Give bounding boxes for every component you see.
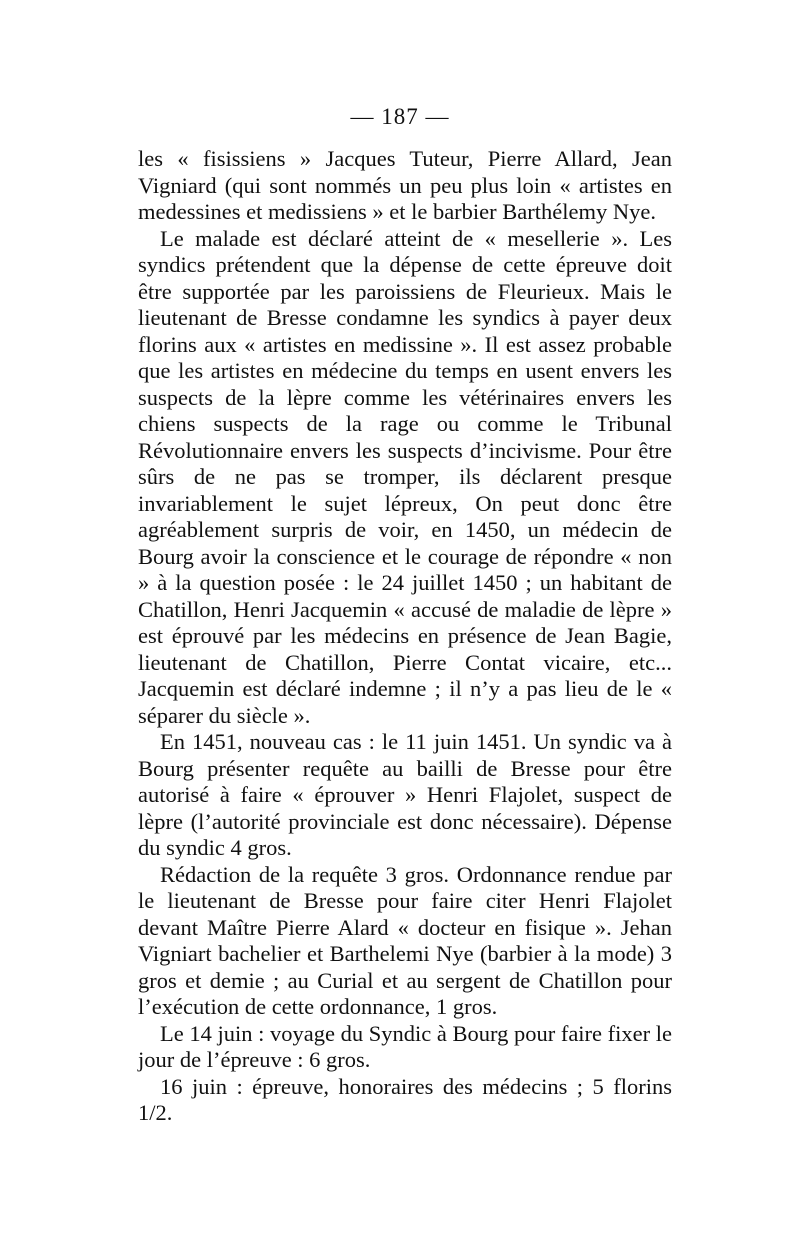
body-text bbox=[138, 146, 672, 1127]
paragraph-2: Le malade est déclaré atteint de « mesellerie ». Les syndics prétendent que la dépense de cette épreuve doit être supportée par les paroissiens de Fleurieux. Mais le lieutenant de Bresse condamne les syndics à payer deux florins aux « artistes en medissine ». Il est assez probable que les artistes en médecine du temps en usent envers les suspects de la lèpre comme les vétérinaires envers les chiens suspects de la rage ou comme le Tribunal Révolutionnaire envers les suspects d’incivisme. Pour être sûrs de ne pas se tromper, ils déclarent presque invariablement le sujet lépreux, On peut donc être agréablement surpris de voir, en 1450, un médecin de Bourg avoir la conscience et le courage de répondre « non » à la question posée : le 24 juillet 1450 ; un habitant de Chatillon, Henri Jacquemin « accusé de maladie de lèpre » est éprouvé par les médecins en présence de Jean Bagie, lieutenant de Chatillon, Pierre Contat vicaire, etc... Jacquemin est déclaré indemne ; il n’y a pas lieu de le « séparer du siècle ». bbox=[138, 225, 672, 728]
paragraph-3: En 1451, nouveau cas : le 11 juin 1451. Un syndic va à Bourg présenter requête au bailli de Bresse pour être autorisé à faire « éprouver » Henri Flajolet, suspect de lèpre (l’autorité provinciale est donc nécessaire). Dépense du syndic 4 gros. bbox=[138, 729, 672, 860]
page-number: — 187 — bbox=[350, 104, 450, 129]
paragraph-5: Le 14 juin : voyage du Syndic à Bourg pour faire fixer le jour de l’épreuve : 6 gros. bbox=[138, 1020, 672, 1072]
paragraph-6: 16 juin : épreuve, honoraires des médecins ; 5 florins 1/2. bbox=[138, 1073, 672, 1125]
paragraph-1: les « fisissiens » Jacques Tuteur, Pierre Allard, Jean Vigniard (qui sont nommés un peu plus loin « artistes en medessines et medissiens » et le barbier Barthélemy Nye. bbox=[138, 146, 672, 224]
paragraph-4: Rédaction de la requête 3 gros. Ordonnance rendue par le lieutenant de Bresse pour faire citer Henri Flajolet devant Maître Pierre Alard « docteur en fisique ». Jehan Vigniart bachelier et Barthelemi Nye (barbier à la mode) 3 gros et demie ; au Curial et au sergent de Chatillon pour l’exécution de cette ordonnance, 1 gros. bbox=[138, 861, 672, 1019]
